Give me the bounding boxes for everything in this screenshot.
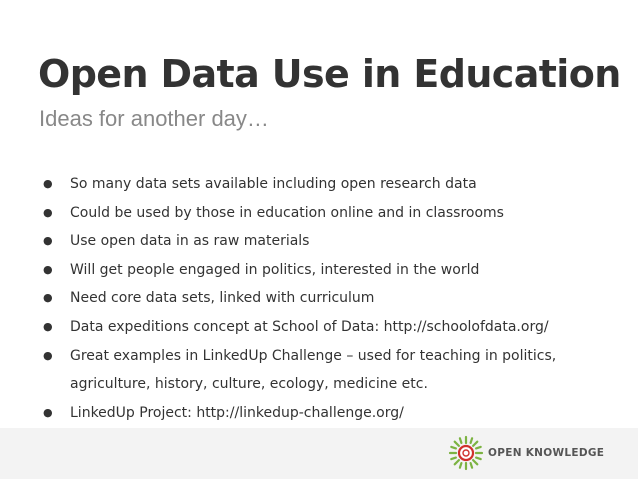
bullet-text: Data expeditions concept at School of Data: http://schoolofdata.org/: [70, 318, 549, 335]
open-knowledge-sun-icon: [448, 435, 484, 471]
bullet-list: [40, 170, 630, 427]
bullet-text: LinkedUp Project: http://linkedup-challenge.org/: [70, 404, 404, 421]
bullet-item: [40, 170, 630, 199]
bullet-text: Need core data sets, linked with curriculum: [70, 290, 375, 307]
bullet-item: [40, 284, 630, 313]
bullet-item: [40, 227, 630, 256]
bullet-marker: ●: [43, 405, 53, 419]
bullet-marker: ●: [43, 319, 53, 333]
logo-text: OPEN KNOWLEDGE: [488, 447, 605, 459]
bullet-marker: ●: [43, 177, 53, 190]
bullet-text: So many data sets available including open research data: [70, 176, 477, 192]
slide-subtitle: Ideas for another day…: [39, 106, 269, 131]
open-knowledge-logo: [448, 434, 604, 472]
bullet-text: Great examples in LinkedUp Challenge – used for teaching in politics, agriculture, history, culture, ecology, medicine etc.: [70, 347, 557, 393]
bullet-text: Will get people engaged in politics, interested in the world: [70, 261, 480, 278]
bullet-item: [40, 256, 630, 285]
bullet-marker: ●: [43, 348, 53, 362]
bullet-marker: ●: [43, 205, 53, 219]
bullet-marker: ●: [43, 234, 53, 248]
slide-title: Open Data Use in Education: [38, 52, 621, 96]
bullet-item: [40, 399, 630, 428]
bullet-item: [40, 342, 630, 399]
bullet-text: Could be used by those in education online and in classrooms: [70, 204, 504, 221]
bullet-text: Use open data in as raw materials: [70, 233, 310, 250]
bullet-marker: ●: [43, 262, 53, 276]
bullet-item: [40, 199, 630, 228]
bullet-marker: ●: [43, 291, 53, 305]
bullet-item: [40, 313, 630, 342]
